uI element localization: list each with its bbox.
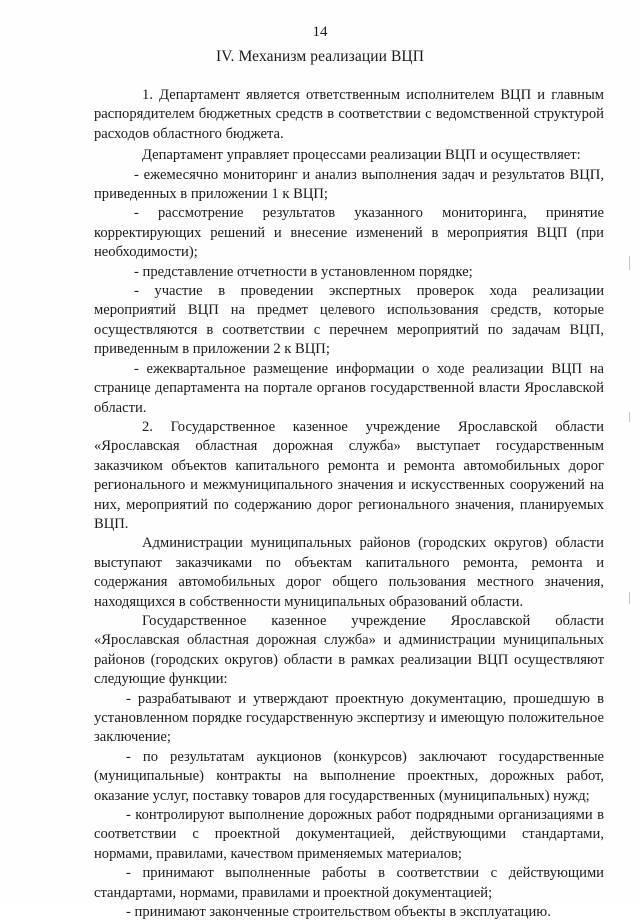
paragraph: 2. Государственное казенное учреждение Ярославской области «Ярославская областная дорожная служба» выступает государственным заказчиком объектов капитального ремонта и ремонта автомобильных дорог регионального и межмуниципального значения и искусственных сооружений на них, мероприятий по содержанию дорог регионального значения, планируемых ВЦП. [94,418,604,532]
paragraph: Администрации муниципальных районов (городских округов) области выступают заказчиками по объектам капитального ремонта, ремонта и содержания автомобильных дорог общего пользования местного значения, находящихся в собственности муниципальных образований области. [94,535,604,610]
scan-margin-mark [629,256,630,270]
paragraph: Департамент управляет процессами реализации ВЦП и осуществляет: [142,147,581,164]
list-item: - контролируют выполнение дорожных работ подрядными организациями в соответствии с проектной документацией, действующими стандартами, нормами, правилами, качеством применяемых материалов; [94,807,604,862]
list-item: - представление отчетности в установленном порядке; [134,263,473,280]
list-item: - принимают законченные строительством объекты в эксплуатацию. [126,904,551,921]
paragraph: 1. Департамент является ответственным исполнителем ВЦП и главным распорядителем бюджетных средств в соответствии с ведомственной структурой расходов областного бюджета. [94,87,604,142]
list-item: - разрабатывают и утверждают проектную документацию, прошедшую в установленном порядке государственную экспертизу и имеющую положительное заключение; [94,690,604,746]
list-item: - принимают выполненные работы в соответствии с действующими стандартами, нормами, правилами и проектной документацией; [94,865,604,901]
section-title: IV. Механизм реализации ВЦП [215,48,424,65]
list-item: - по результатам аукционов (конкурсов) заключают государственные (муниципальные) контракты на выполнение проектных, дорожных работ, оказание услуг, поставку товаров для государственных (муниципальных) нужд; [94,748,604,804]
list-item: - ежемесячно мониторинг и анализ выполнения задач и результатов ВЦП, приведенных в приложении 1 к ВЦП; [94,166,604,203]
body-text [94,86,604,922]
list-item: - участие в проведении экспертных проверок хода реализации мероприятий ВЦП на предмет целевого использования средств, которые осуществляются в соответствии с перечнем мероприятий по задачам ВЦП, приведенным в приложении 2 к ВЦП; [94,283,604,358]
list-item: - рассмотрение результатов указанного мониторинга, принятие корректирующих решений и внесение изменений в мероприятия ВЦП (при необходимости); [94,205,604,261]
scan-margin-mark [629,412,630,422]
scan-margin-mark [629,592,630,604]
page-number: 14 [312,24,328,40]
paragraph: Государственное казенное учреждение Ярославской области «Ярославская областная дорожная служба» и администрации муниципальных районов (городских округов) области в рамках реализации ВЦП осуществляют следующие функции: [94,612,604,688]
list-item: - ежеквартальное размещение информации о ходе реализации ВЦП на странице департамента на портале органов государственной власти Ярославской области. [94,360,604,416]
